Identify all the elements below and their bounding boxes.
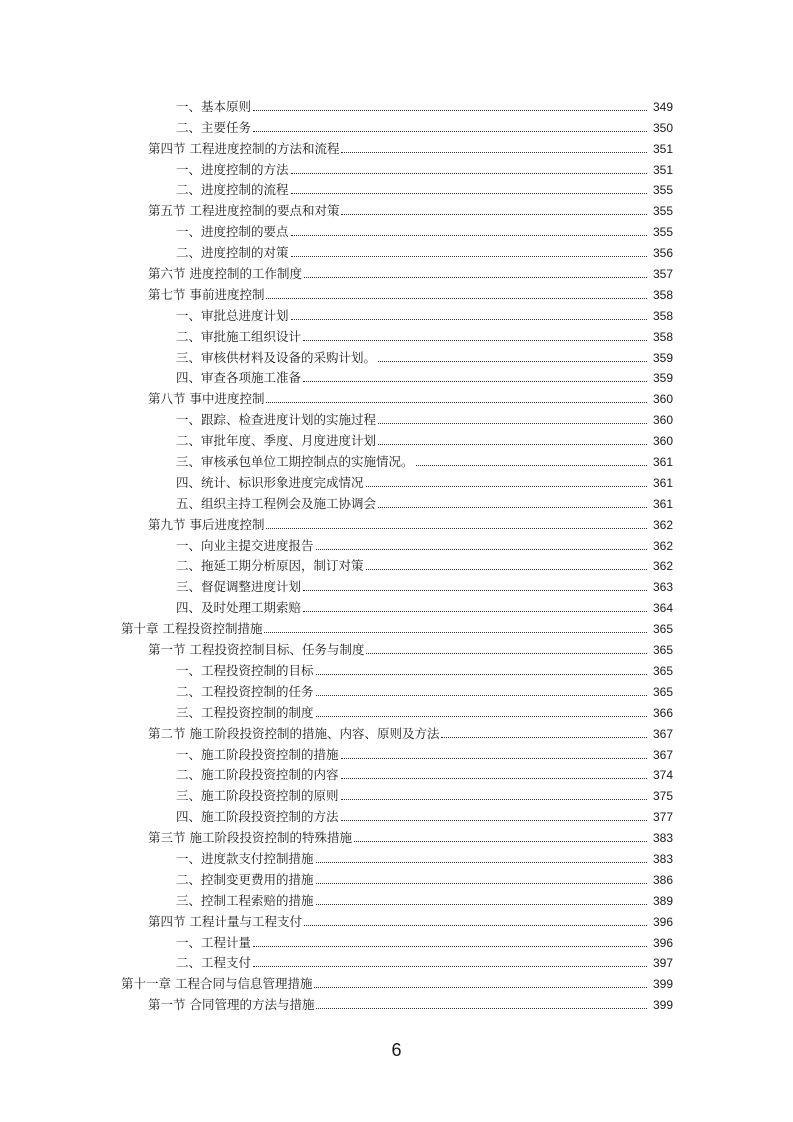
toc-entry-title: 一、进度控制的要点 [176,224,289,240]
toc-entry-title: 三、施工阶段投资控制的原则 [176,788,339,804]
toc-entry-title: 第九节 事后进度控制 [148,516,265,532]
toc-entry[interactable] [0,742,793,763]
toc-entry-page: 386 [652,872,673,887]
toc-entry-page: 363 [652,580,673,595]
toc-entry-page: 356 [652,246,673,261]
toc-entry-title: 第二节 施工阶段投资控制的措施、内容、原则及方法 [148,725,440,741]
toc-entry-title: 一、审批总进度计划 [176,307,289,323]
toc-entry[interactable] [0,992,793,1013]
toc-leader-dots [316,695,647,696]
toc-entry-page: 358 [652,287,673,302]
toc-entry-page: 377 [652,810,673,825]
toc-leader-dots [253,131,647,132]
toc-entry-title: 二、工程投资控制的任务 [176,683,314,699]
page-number: 6 [391,1040,402,1060]
toc-entry-title: 一、跟踪、检查进度计划的实施过程 [176,412,377,428]
toc-leader-dots [304,277,647,278]
toc-entry[interactable] [0,261,793,282]
toc-entry[interactable] [0,554,793,575]
toc-entry-page: 362 [652,538,673,553]
toc-entry-page: 355 [652,183,673,198]
toc-entry-page: 366 [652,705,673,720]
toc-entry-page: 364 [652,601,673,616]
toc-leader-dots [316,1008,647,1009]
toc-entry-title: 二、进度控制的流程 [176,182,289,198]
toc-leader-dots [316,883,647,884]
toc-entry[interactable] [0,386,793,407]
toc-entry-title: 一、进度控制的方法 [176,161,289,177]
toc-entry-title: 第三节 施工阶段投资控制的特殊措施 [148,830,352,846]
toc-entry[interactable] [0,804,793,825]
toc-entry-title: 五、组织主持工程例会及施工协调会 [176,495,377,511]
toc-entry[interactable] [0,930,793,951]
toc-entry[interactable] [0,198,793,219]
toc-leader-dots [304,925,647,926]
toc-leader-dots [378,507,647,508]
toc-leader-dots [303,381,647,382]
toc-entry-title: 第十一章 工程合同与信息管理措施 [121,976,313,992]
toc-leader-dots [291,193,647,194]
toc-entry-page: 399 [652,977,673,992]
toc-leader-dots [341,152,647,153]
toc-entry-title: 三、工程投资控制的制度 [176,704,314,720]
toc-entry-page: 397 [652,956,673,971]
table-of-contents [0,94,793,1013]
toc-entry-page: 358 [652,329,673,344]
toc-entry-title: 三、审核承包单位工期控制点的实施情况。 [176,454,414,470]
toc-entry-title: 第十章 工程投资控制措施 [121,621,263,637]
toc-entry-page: 383 [652,851,673,866]
toc-leader-dots [303,611,647,612]
toc-entry-title: 二、施工阶段投资控制的内容 [176,767,339,783]
toc-entry-page: 389 [652,893,673,908]
toc-entry-page: 383 [652,831,673,846]
toc-leader-dots [416,465,647,466]
toc-leader-dots [341,214,647,215]
toc-leader-dots [291,319,647,320]
toc-entry-page: 399 [652,998,673,1013]
toc-entry[interactable] [0,407,793,428]
toc-entry-page: 355 [652,204,673,219]
toc-entry-title: 三、审核供材料及设备的采购计划。 [176,349,377,365]
toc-entry-page: 365 [652,663,673,678]
toc-entry-title: 二、控制变更费用的措施 [176,871,314,887]
toc-entry-title: 一、施工阶段投资控制的措施 [176,746,339,762]
toc-leader-dots [366,569,647,570]
toc-leader-dots [341,799,647,800]
toc-entry-title: 三、控制工程索赔的措施 [176,892,314,908]
toc-entry-page: 355 [652,225,673,240]
toc-entry-page: 396 [652,935,673,950]
toc-entry-title: 二、审批年度、季度、月度进度计划 [176,433,377,449]
toc-entry-title: 第六节 进度控制的工作制度 [148,266,302,282]
toc-leader-dots [316,862,647,863]
toc-entry-title: 第四节 工程计量与工程支付 [148,913,302,929]
toc-leader-dots [316,549,647,550]
toc-entry-title: 二、审批施工组织设计 [176,328,302,344]
toc-leader-dots [341,778,647,779]
toc-entry[interactable] [0,178,793,199]
toc-entry[interactable] [0,679,793,700]
toc-entry[interactable] [0,846,793,867]
toc-leader-dots [378,423,647,424]
toc-entry-title: 第一节 工程投资控制目标、任务与制度 [148,642,365,658]
toc-leader-dots [341,820,647,821]
toc-entry-title: 一、进度款支付控制措施 [176,850,314,866]
toc-entry-title: 四、审查各项施工准备 [176,370,302,386]
toc-entry[interactable] [0,595,793,616]
toc-entry-title: 二、拖延工期分析原因，制订对策 [176,558,364,574]
toc-entry-title: 一、基本原则 [176,98,252,114]
toc-leader-dots [264,632,647,633]
toc-entry-title: 四、施工阶段投资控制的方法 [176,809,339,825]
toc-entry[interactable] [0,345,793,366]
toc-entry[interactable] [0,763,793,784]
toc-entry[interactable] [0,971,793,992]
toc-leader-dots [291,173,647,174]
toc-leader-dots [366,486,647,487]
toc-entry-page: 350 [652,120,673,135]
toc-entry-page: 359 [652,350,673,365]
toc-entry-page: 351 [652,162,673,177]
toc-entry[interactable] [0,637,793,658]
toc-leader-dots [314,987,647,988]
toc-entry-title: 一、工程投资控制的目标 [176,662,314,678]
toc-entry-page: 351 [652,141,673,156]
toc-entry-page: 362 [652,517,673,532]
toc-entry-title: 一、向业主提交进度报告 [176,537,314,553]
toc-leader-dots [378,444,647,445]
toc-entry[interactable] [0,94,793,115]
toc-entry[interactable] [0,721,793,742]
toc-leader-dots [291,256,647,257]
toc-entry[interactable] [0,219,793,240]
toc-entry-page: 361 [652,475,673,490]
toc-entry[interactable] [0,136,793,157]
toc-entry-title: 二、进度控制的对策 [176,245,289,261]
toc-entry[interactable] [0,115,793,136]
toc-entry-page: 367 [652,747,673,762]
toc-leader-dots [441,737,647,738]
toc-entry-title: 二、主要任务 [176,119,252,135]
toc-leader-dots [303,590,647,591]
toc-entry[interactable] [0,303,793,324]
toc-entry-page: 361 [652,496,673,511]
toc-entry[interactable] [0,574,793,595]
toc-entry[interactable] [0,658,793,679]
toc-entry-title: 第七节 事前进度控制 [148,286,265,302]
toc-entry[interactable] [0,533,793,554]
toc-entry[interactable] [0,491,793,512]
toc-entry[interactable] [0,825,793,846]
toc-entry-page: 360 [652,413,673,428]
toc-entry[interactable] [0,324,793,345]
toc-entry-title: 四、及时处理工期索赔 [176,600,302,616]
toc-leader-dots [253,946,647,947]
toc-entry-page: 361 [652,455,673,470]
toc-entry-page: 360 [652,434,673,449]
toc-leader-dots [303,340,647,341]
toc-entry-page: 396 [652,914,673,929]
toc-entry-page: 367 [652,726,673,741]
toc-entry-page: 359 [652,371,673,386]
toc-entry-title: 三、督促调整进度计划 [176,579,302,595]
toc-entry-page: 365 [652,643,673,658]
toc-leader-dots [266,528,647,529]
toc-entry-title: 四、统计、标识形象进度完成情况 [176,474,364,490]
toc-entry-page: 375 [652,789,673,804]
toc-entry[interactable] [0,366,793,387]
toc-entry-title: 第五节 工程进度控制的要点和对策 [148,203,340,219]
toc-entry[interactable] [0,783,793,804]
toc-entry-title: 一、工程计量 [176,934,252,950]
toc-entry[interactable] [0,157,793,178]
toc-leader-dots [316,674,647,675]
toc-entry-page: 374 [652,768,673,783]
toc-entry-page: 360 [652,392,673,407]
toc-leader-dots [316,904,647,905]
toc-leader-dots [378,361,647,362]
toc-entry-page: 362 [652,559,673,574]
toc-leader-dots [366,653,647,654]
toc-entry-title: 第一节 合同管理的方法与措施 [148,997,315,1013]
toc-leader-dots [354,841,647,842]
toc-entry[interactable] [0,616,793,637]
toc-entry[interactable] [0,512,793,533]
toc-entry[interactable] [0,449,793,470]
toc-entry[interactable] [0,951,793,972]
toc-leader-dots [316,716,647,717]
toc-entry[interactable] [0,240,793,261]
toc-entry-title: 二、工程支付 [176,955,252,971]
toc-entry[interactable] [0,282,793,303]
toc-leader-dots [341,758,647,759]
toc-entry[interactable] [0,867,793,888]
toc-leader-dots [253,110,647,111]
toc-leader-dots [266,298,647,299]
toc-entry-page: 365 [652,622,673,637]
toc-entry[interactable] [0,909,793,930]
toc-leader-dots [291,235,647,236]
toc-entry-page: 358 [652,308,673,323]
toc-entry[interactable] [0,470,793,491]
toc-entry-page: 357 [652,267,673,282]
toc-entry-title: 第八节 事中进度控制 [148,391,265,407]
toc-entry-page: 349 [652,99,673,114]
toc-entry[interactable] [0,428,793,449]
toc-entry[interactable] [0,888,793,909]
toc-entry-title: 第四节 工程进度控制的方法和流程 [148,140,340,156]
toc-entry[interactable] [0,700,793,721]
toc-leader-dots [253,966,647,967]
toc-leader-dots [266,402,647,403]
toc-entry-page: 365 [652,684,673,699]
